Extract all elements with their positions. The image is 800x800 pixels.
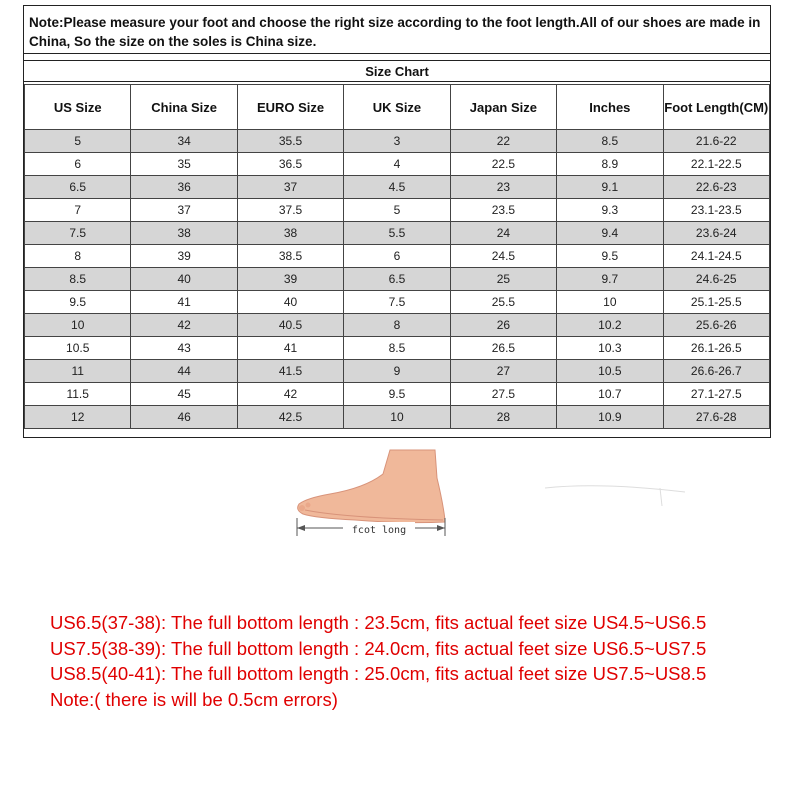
- table-cell: 44: [131, 360, 237, 383]
- table-cell: 25: [450, 268, 556, 291]
- table-cell: 22.1-22.5: [663, 153, 769, 176]
- table-cell: 5.5: [344, 222, 450, 245]
- table-cell: 42: [237, 383, 343, 406]
- table-cell: 43: [131, 337, 237, 360]
- table-cell: 8: [344, 314, 450, 337]
- table-cell: 9.1: [557, 176, 663, 199]
- foot-illustration-icon: [285, 448, 485, 543]
- error-note: Note:( there is will be 0.5cm errors): [50, 688, 338, 710]
- table-cell: 42: [131, 314, 237, 337]
- table-cell: 38: [237, 222, 343, 245]
- table-cell: 5: [25, 130, 131, 153]
- table-cell: 23.5: [450, 199, 556, 222]
- fit-note-line: US8.5(40-41): The full bottom length : 25.0cm, fits actual feet size US7.5~US8.5: [50, 663, 707, 684]
- col-foot-length: Foot Length(CM): [663, 85, 769, 130]
- table-cell: 10: [557, 291, 663, 314]
- table-row: [25, 383, 770, 406]
- table-cell: 39: [131, 245, 237, 268]
- table-cell: 36.5: [237, 153, 343, 176]
- table-cell: 8.9: [557, 153, 663, 176]
- table-cell: 24.5: [450, 245, 556, 268]
- table-cell: 38.5: [237, 245, 343, 268]
- table-row: [25, 337, 770, 360]
- table-cell: 8.5: [344, 337, 450, 360]
- table-cell: 10: [25, 314, 131, 337]
- table-cell: 39: [237, 268, 343, 291]
- table-cell: 26.6-26.7: [663, 360, 769, 383]
- table-cell: 28: [450, 406, 556, 429]
- table-cell: 41: [237, 337, 343, 360]
- table-cell: 24.6-25: [663, 268, 769, 291]
- table-cell: 10.7: [557, 383, 663, 406]
- table-cell: 25.6-26: [663, 314, 769, 337]
- table-cell: 9.7: [557, 268, 663, 291]
- chart-title: Size Chart: [24, 60, 770, 82]
- table-cell: 22.6-23: [663, 176, 769, 199]
- table-cell: 9.4: [557, 222, 663, 245]
- table-cell: 40.5: [237, 314, 343, 337]
- table-cell: 10.2: [557, 314, 663, 337]
- table-cell: 10.3: [557, 337, 663, 360]
- table-cell: 37: [131, 199, 237, 222]
- table-cell: 38: [131, 222, 237, 245]
- table-cell: 40: [237, 291, 343, 314]
- table-cell: 9.5: [557, 245, 663, 268]
- table-row: [25, 291, 770, 314]
- table-cell: 7.5: [25, 222, 131, 245]
- col-uk-size: UK Size: [344, 85, 450, 130]
- table-cell: 40: [131, 268, 237, 291]
- table-cell: 45: [131, 383, 237, 406]
- table-cell: 9.5: [25, 291, 131, 314]
- table-cell: 23.6-24: [663, 222, 769, 245]
- foot-length-label: fcot long: [351, 525, 407, 536]
- table-cell: 22.5: [450, 153, 556, 176]
- fit-note-line: US7.5(38-39): The full bottom length : 24.0cm, fits actual feet size US6.5~US7.5: [50, 637, 707, 659]
- table-cell: 26: [450, 314, 556, 337]
- table-cell: 27: [450, 360, 556, 383]
- table-cell: 10: [344, 406, 450, 429]
- table-cell: 27.1-27.5: [663, 383, 769, 406]
- table-cell: 6: [344, 245, 450, 268]
- table-cell: 9.3: [557, 199, 663, 222]
- table-cell: 25.1-25.5: [663, 291, 769, 314]
- size-chart-frame: [23, 5, 771, 438]
- table-cell: 35: [131, 153, 237, 176]
- table-cell: 7.5: [344, 291, 450, 314]
- table-cell: 10.5: [25, 337, 131, 360]
- fit-note-line: US6.5(37-38): The full bottom length : 23.5cm, fits actual feet size US4.5~US6.5: [50, 612, 707, 633]
- table-cell: 8.5: [25, 268, 131, 291]
- table-cell: 6.5: [25, 176, 131, 199]
- table-body: [25, 130, 770, 429]
- table-header-row: [25, 85, 770, 130]
- table-cell: 37: [237, 176, 343, 199]
- table-cell: 3: [344, 130, 450, 153]
- table-cell: 24: [450, 222, 556, 245]
- table-cell: 27.6-28: [663, 406, 769, 429]
- table-cell: 9.5: [344, 383, 450, 406]
- table-cell: 11.5: [25, 383, 131, 406]
- table-cell: 34: [131, 130, 237, 153]
- table-cell: 11: [25, 360, 131, 383]
- table-cell: 42.5: [237, 406, 343, 429]
- table-row: [25, 406, 770, 429]
- table-cell: 7: [25, 199, 131, 222]
- fit-notes: [50, 610, 706, 712]
- table-cell: 22: [450, 130, 556, 153]
- table-cell: 36: [131, 176, 237, 199]
- table-cell: 41.5: [237, 360, 343, 383]
- table-cell: 6.5: [344, 268, 450, 291]
- table-cell: 26.1-26.5: [663, 337, 769, 360]
- col-euro-size: EURO Size: [237, 85, 343, 130]
- table-cell: 10.9: [557, 406, 663, 429]
- table-cell: 4.5: [344, 176, 450, 199]
- table-cell: 37.5: [237, 199, 343, 222]
- col-inches: Inches: [557, 85, 663, 130]
- table-row: [25, 314, 770, 337]
- table-row: [25, 153, 770, 176]
- table-cell: 6: [25, 153, 131, 176]
- table-row: [25, 199, 770, 222]
- col-china-size: China Size: [131, 85, 237, 130]
- size-table: [24, 84, 770, 429]
- table-cell: 5: [344, 199, 450, 222]
- decorative-smudge: [540, 478, 690, 508]
- table-row: [25, 268, 770, 291]
- table-cell: 27.5: [450, 383, 556, 406]
- table-cell: 26.5: [450, 337, 556, 360]
- table-cell: 10.5: [557, 360, 663, 383]
- table-row: [25, 360, 770, 383]
- table-cell: 24.1-24.5: [663, 245, 769, 268]
- table-cell: 21.6-22: [663, 130, 769, 153]
- table-cell: 41: [131, 291, 237, 314]
- table-cell: 23: [450, 176, 556, 199]
- table-row: [25, 222, 770, 245]
- col-japan-size: Japan Size: [450, 85, 556, 130]
- table-cell: 8: [25, 245, 131, 268]
- table-cell: 46: [131, 406, 237, 429]
- table-cell: 9: [344, 360, 450, 383]
- table-row: [25, 245, 770, 268]
- table-cell: 8.5: [557, 130, 663, 153]
- table-cell: 25.5: [450, 291, 556, 314]
- table-cell: 4: [344, 153, 450, 176]
- measure-note: Note:Please measure your foot and choose the right size according to the foot length.All of our shoes are made in China, So the size on the soles is China size.: [24, 6, 770, 54]
- table-row: [25, 176, 770, 199]
- table-cell: 23.1-23.5: [663, 199, 769, 222]
- col-us-size: US Size: [25, 85, 131, 130]
- table-cell: 35.5: [237, 130, 343, 153]
- table-cell: 12: [25, 406, 131, 429]
- table-row: [25, 130, 770, 153]
